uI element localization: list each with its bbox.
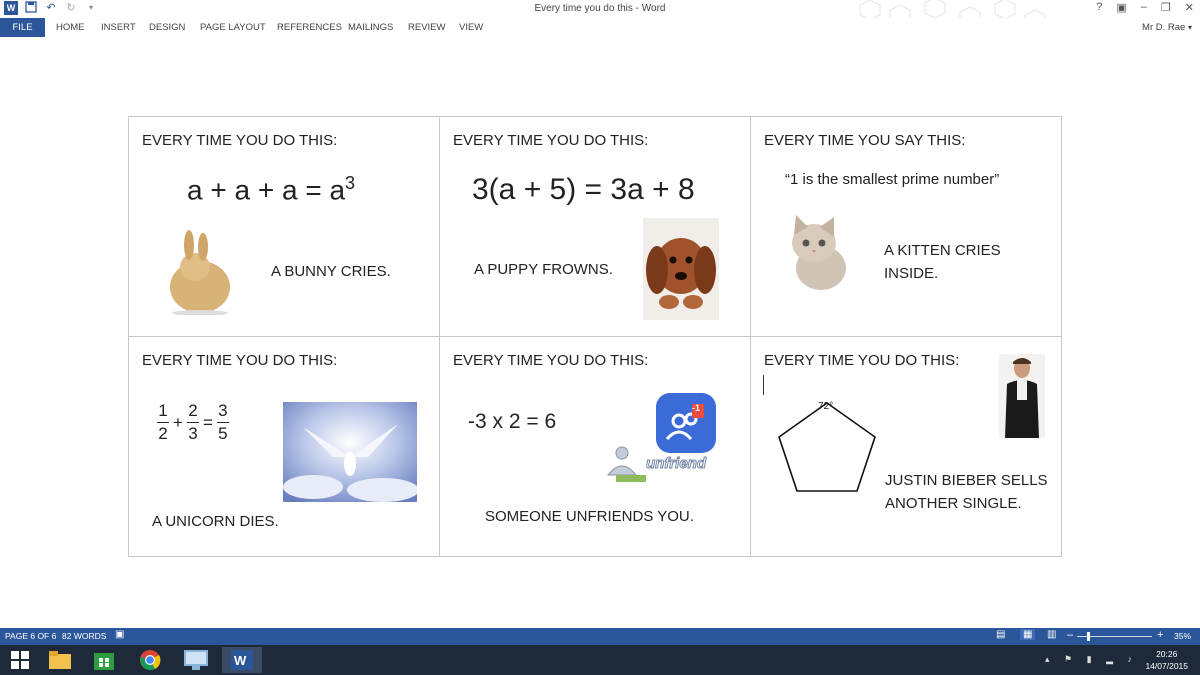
caption-line: A KITTEN CRIES — [884, 242, 1001, 259]
numerator: 1 — [158, 401, 168, 420]
notification-count: 1 — [695, 403, 701, 413]
title-bar — [0, 0, 1200, 18]
denominator: 3 — [188, 424, 198, 443]
text-cursor — [763, 375, 764, 395]
equation-text: a + a + a = a — [187, 174, 346, 206]
proofing-icon[interactable]: ▣ — [115, 629, 125, 640]
word-count[interactable]: 82 WORDS — [62, 631, 107, 641]
table-cell[interactable] — [751, 337, 1062, 557]
table-cell[interactable] — [751, 117, 1062, 337]
equation — [187, 173, 355, 206]
page-indicator[interactable]: PAGE 6 OF 6 — [5, 631, 57, 641]
cell-caption: A BUNNY CRIES. — [271, 263, 391, 280]
tab-file[interactable]: FILE — [0, 18, 45, 37]
plus-sign: + — [173, 412, 183, 432]
unfriend-logo-icon — [606, 441, 650, 485]
meme-table — [128, 116, 1062, 557]
document-canvas[interactable] — [0, 37, 1200, 628]
web-layout-icon[interactable]: ▥ — [1047, 629, 1057, 640]
denominator: 2 — [158, 424, 168, 443]
chrome-icon[interactable] — [130, 647, 170, 673]
cell-caption — [884, 239, 1001, 285]
help-button[interactable]: ? — [1096, 1, 1103, 13]
cell-heading: EVERY TIME YOU DO THIS: — [453, 352, 649, 369]
caption-line: JUSTIN BIEBER SELLS — [885, 472, 1048, 489]
cell-heading: EVERY TIME YOU DO THIS: — [764, 352, 960, 369]
user-name: Mr D. Rae — [1142, 22, 1186, 33]
undo-icon[interactable]: ↶ — [46, 2, 56, 14]
numerator: 2 — [188, 401, 198, 420]
clock[interactable] — [1145, 648, 1188, 672]
cell-caption: SOMEONE UNFRIENDS YOU. — [485, 508, 694, 525]
unfriend-logo-text: unfriend — [646, 455, 706, 472]
read-mode-icon[interactable]: ▤ — [996, 629, 1006, 640]
ribbon-tabs — [0, 18, 1200, 37]
cell-caption: A UNICORN DIES. — [152, 513, 279, 530]
cell-caption: A PUPPY FROWNS. — [474, 261, 613, 278]
clock-time: 20:26 — [1156, 649, 1178, 659]
svg-text:W: W — [234, 653, 247, 668]
file-explorer-icon[interactable] — [40, 647, 80, 673]
cell-heading: EVERY TIME YOU DO THIS: — [142, 352, 338, 369]
zoom-out-button[interactable]: – — [1067, 629, 1074, 641]
cell-heading: EVERY TIME YOU DO THIS: — [142, 132, 338, 149]
angle-label: 72° — [818, 401, 834, 412]
start-button[interactable] — [0, 647, 40, 673]
denominator: 5 — [218, 424, 228, 443]
cell-heading: EVERY TIME YOU DO THIS: — [453, 132, 649, 149]
store-icon[interactable] — [84, 647, 124, 673]
status-bar — [0, 628, 1200, 645]
table-cell[interactable] — [440, 117, 751, 337]
window-title: Every time you do this - Word — [534, 3, 666, 14]
tab-page-layout[interactable]: PAGE LAYOUT — [200, 22, 266, 33]
customize-qa-icon[interactable]: ▾ — [88, 3, 93, 12]
equals-sign: = — [202, 412, 213, 432]
justin-bieber-image — [999, 354, 1045, 438]
equation: -3 x 2 = 6 — [468, 410, 557, 433]
table-cell[interactable] — [129, 117, 440, 337]
table-cell[interactable] — [129, 337, 440, 557]
cell-caption — [885, 469, 1048, 515]
zoom-slider-thumb[interactable] — [1087, 632, 1090, 641]
clock-date: 14/07/2015 — [1145, 661, 1188, 671]
user-account[interactable]: Mr D. Rae ▾ — [1142, 22, 1192, 33]
window-controls — [1096, 1, 1194, 14]
bunny-image — [165, 229, 235, 315]
ribbon-display-icon[interactable]: ▣ — [1116, 2, 1127, 14]
equation-exponent: 3 — [345, 173, 356, 193]
windows-taskbar — [0, 645, 1200, 675]
table-cell[interactable] — [440, 337, 751, 557]
remote-desktop-icon[interactable] — [176, 647, 216, 673]
tab-mailings[interactable]: MAILINGS — [348, 22, 394, 33]
tab-review[interactable]: REVIEW — [408, 22, 446, 33]
tab-references[interactable]: REFERENCES — [277, 22, 342, 33]
equation: 3(a + 5) = 3a + 8 — [472, 173, 695, 206]
numerator: 3 — [218, 401, 228, 420]
redo-icon[interactable]: ↻ — [66, 2, 76, 14]
notification-badge: -1 — [692, 403, 701, 413]
puppy-image — [643, 218, 719, 320]
kitten-image — [776, 213, 854, 293]
word-logo-icon: W — [4, 1, 18, 15]
caption-line: ANOTHER SINGLE. — [885, 495, 1022, 512]
caption-line: INSIDE. — [884, 265, 939, 282]
tab-design[interactable]: DESIGN — [149, 22, 186, 33]
minimize-button[interactable]: – — [1140, 1, 1147, 13]
fraction-equation — [157, 401, 229, 444]
close-button[interactable]: ✕ — [1184, 2, 1194, 14]
zoom-level[interactable]: 35% — [1174, 631, 1192, 641]
tab-insert[interactable]: INSERT — [101, 22, 136, 33]
facebook-friends-icon — [654, 391, 718, 455]
windows-logo-icon — [11, 651, 29, 669]
tab-home[interactable]: HOME — [56, 22, 85, 33]
quote-text: “1 is the smallest prime number” — [785, 171, 1000, 188]
print-layout-icon[interactable]: ▦ — [1020, 629, 1035, 640]
restore-button[interactable]: ❐ — [1160, 2, 1171, 14]
cell-heading: EVERY TIME YOU SAY THIS: — [764, 132, 966, 149]
pentagon-diagram — [775, 399, 879, 495]
unicorn-image — [283, 402, 417, 502]
word-taskbar-icon[interactable] — [222, 647, 262, 673]
system-tray[interactable]: ▴ ⚑ ▮ ▂ ♪ — [1045, 654, 1138, 664]
tab-view[interactable]: VIEW — [459, 22, 484, 33]
zoom-in-button[interactable]: + — [1157, 629, 1164, 641]
